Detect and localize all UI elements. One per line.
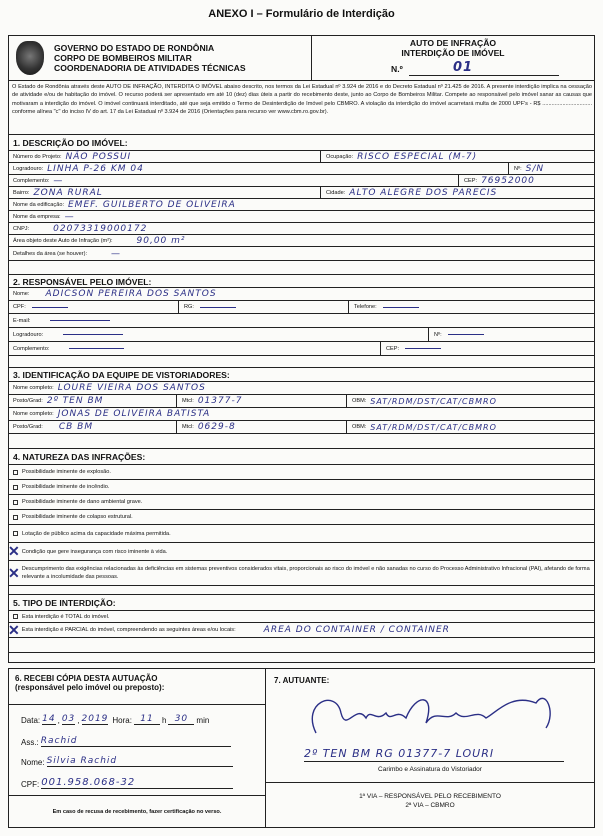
field-label: Posto/Grad: <box>13 424 43 430</box>
field-label: Ass.: <box>21 738 39 747</box>
date-year: 2019 <box>81 714 109 724</box>
org-line: COORDENADORIA DE ATIVIDADES TÉCNICAS <box>54 63 246 73</box>
field-label: Nome completo: <box>13 385 54 391</box>
receipt-box: 6. RECEBI CÓPIA DESTA AUTUAÇÃO (responsável pelo imóvel ou preposto): Data: 14 , 03 , 2019 Hora: 11 h 30 min Ass.: Rachid Nome: Silvia Rachid CPF: 001.958.068-32 Em caso de recusa de recebimento, fazer certificação no verso. <box>8 668 266 828</box>
checkbox[interactable] <box>13 485 18 490</box>
signature-value: Rachid <box>41 736 231 747</box>
field-label: Nome da edificação: <box>13 201 64 208</box>
number-label: N.º <box>391 64 403 74</box>
vistoriador-2-nome: JONAS DE OLIVEIRA BATISTA <box>57 409 211 419</box>
edificacao-value: EMEF. GUILBERTO DE OLIVEIRA <box>68 199 236 210</box>
signature-scribble <box>296 683 586 743</box>
section-1-heading: 1. DESCRIÇÃO DO IMÓVEL: <box>8 134 595 151</box>
field-label: Nome completo: <box>13 411 54 417</box>
vistoriador-1-obm: SAT/RDM/DST/CAT/CBMRO <box>370 396 497 406</box>
doc-title: AUTO DE INFRAÇÃO <box>409 38 497 48</box>
field-label: Complemento: <box>13 345 50 352</box>
minute-value: 30 <box>168 714 194 725</box>
section-2-heading: 2. RESPONSÁVEL PELO IMÓVEL: <box>8 274 595 288</box>
section-4-heading: 4. NATUREZA DAS INFRAÇÕES: <box>8 448 595 465</box>
infraction-label: Condição que gere insegurança com risco iminente à vida. <box>21 548 168 555</box>
cep-value: 76952000 <box>481 175 535 186</box>
checkbox[interactable] <box>13 470 18 475</box>
date-day: 14 <box>42 714 56 724</box>
infraction-label: Lotação de público acima da capacidade máxima permitida. <box>22 530 171 537</box>
field-label: Complemento: <box>13 177 50 184</box>
ocupacao-value: RISCO ESPECIAL (M-7) <box>357 151 478 162</box>
empresa-value: — <box>64 211 75 222</box>
vistoriador-2-obm: SAT/RDM/DST/CAT/CBMRO <box>370 422 497 432</box>
vistoriador-1-nome: LOURE VIEIRA DOS SANTOS <box>57 383 206 393</box>
field-label: Área objeto deste Auto de Infração (m²): <box>13 237 113 244</box>
coat-of-arms-icon <box>16 41 44 75</box>
receiver-cpf-value: 001.958.068-32 <box>41 777 233 789</box>
section-6-subheading: (responsável pelo imóvel ou preposto): <box>15 683 165 692</box>
field-label: Cidade: <box>326 189 346 196</box>
section-5-heading: 5. TIPO DE INTERDIÇÃO: <box>8 594 595 611</box>
logradouro-value: LINHA P-26 KM 04 <box>47 163 144 174</box>
infraction-label: Descumprimento das exigências relacionadas às deficiências em sistemas preventivos considerados vitais, proporcionais ao risco do imóvel e não sanadas no curso do Processo Administrativo Infracional (PAI), afetando de forma relevante a incolumidade das pessoas. <box>21 566 590 580</box>
bairro-value: ZONA RURAL <box>33 187 103 198</box>
field-label: Hora: <box>112 716 132 725</box>
cnpj-value: 02073319000172 <box>53 223 148 234</box>
intro-text: O Estado de Rondônia através deste AUTO DE INFRAÇÃO, INTERDITA O IMÓVEL abaixo descrito, nos termos da Lei Estadual nº 3.924 de 2016 e do Decreto Estadual nº 21.425 de 2016. A presente interdição implica na cessação de atividade e/ou de habitação do imóvel. O recurso poderá ser apresentado em até 10 (dez) dias úteis a partir do recebimento deste, junto ao Corpo de Bombeiros Militar. Compete ao responsável pelo imóvel sanar as causas que motivaram a interdição do imóvel. O imóvel continuará interditado, até que seja emitido o Termo de Desinterdição de Imóvel pelo CBMRO. A violação da interdição do imóvel acarretará multa de 2000 UPF's - R$ ................................ conforme alínea "c" do inciso IV do art. 17 da Lei Estadual nº 3.924 de 2016 (Orientações para recurso ver www.cbm.ro.gov.br). <box>12 84 592 116</box>
form-header <box>8 35 595 81</box>
field-label: Nome: <box>13 291 30 297</box>
section-3-heading: 3. IDENTIFICAÇÃO DA EQUIPE DE VISTORIADORES: <box>8 368 595 382</box>
vistoriador-1-posto: 2º TEN BM <box>46 396 104 406</box>
hour-value: 11 <box>134 714 160 725</box>
org-line: GOVERNO DO ESTADO DE RONDÔNIA <box>54 43 215 53</box>
numero-projeto-value: NÃO POSSUI <box>65 151 132 162</box>
interdiction-total-label: Esta interdição é TOTAL do imóvel. <box>22 613 110 620</box>
interdiction-areas-value: AREA DO CONTAINER / CONTAINER <box>263 625 450 635</box>
infraction-label: Possibilidade iminente de incêndio. <box>22 484 110 490</box>
via-2: 2ª VIA – CBMRO <box>405 802 455 809</box>
field-label: CNPJ: <box>13 225 30 232</box>
field-label: CEP: <box>386 345 400 352</box>
field-label: RG: <box>184 304 194 310</box>
infraction-label: Possibilidade iminente de explosão. <box>22 469 111 475</box>
field-label: min <box>196 716 210 725</box>
field-label: Posto/Grad: <box>13 398 43 404</box>
form-title: ANEXO I – Formulário de Interdição <box>208 8 395 20</box>
field-label: Logradouro: <box>13 165 44 172</box>
receiver-name-value: Silvia Rachid <box>47 756 233 767</box>
checked-x-mark-icon[interactable]: ✕ <box>8 565 20 581</box>
field-label: Logradouro: <box>13 331 44 338</box>
field-label: OBM: <box>352 398 367 404</box>
refusal-note: Em caso de recusa de recebimento, fazer certificação no verso. <box>52 809 222 815</box>
checkbox[interactable] <box>13 500 18 505</box>
field-label: Nº: <box>514 165 522 172</box>
field-label: Bairro: <box>13 189 30 196</box>
field-label: CEP: <box>464 177 478 184</box>
interdiction-parcial-label: Esta interdição é PARCIAL do imóvel, compreendendo as seguintes áreas e/ou locais: <box>21 627 236 633</box>
checkbox[interactable] <box>13 531 18 536</box>
autuante-box <box>265 668 595 828</box>
checkbox[interactable] <box>13 515 18 520</box>
field-label: CPF: <box>13 304 26 310</box>
numero-value: S/N <box>525 163 545 174</box>
section-7-heading: 7. AUTUANTE: <box>274 676 330 685</box>
field-label: OBM: <box>352 424 367 430</box>
area-value: 90,00 m² <box>136 235 186 246</box>
vistoriador-2-posto: CB BM <box>58 422 94 432</box>
number-value: 01 <box>453 60 474 75</box>
date-month: 03 <box>61 714 76 724</box>
infraction-label: Possibilidade iminente de dano ambiental grave. <box>22 499 143 505</box>
field-label: Ocupação: <box>326 153 354 160</box>
vistoriador-2-mtcl: 0629-8 <box>197 422 236 432</box>
via-1: 1ª VIA – RESPONSÁVEL PELO RECEBIMENTO <box>359 793 501 800</box>
field-label: Nº: <box>434 331 442 338</box>
field-label: Mtcl: <box>182 424 194 430</box>
field-label: Nome da empresa: <box>13 213 61 220</box>
vistoriador-1-mtcl: 01377-7 <box>197 396 243 406</box>
field-label: Data: <box>21 716 41 725</box>
field-label: E-mail: <box>13 317 31 324</box>
infraction-label: Possibilidade iminente de colapso estrutural. <box>22 514 133 520</box>
complemento-value: — <box>53 175 64 186</box>
org-line: CORPO DE BOMBEIROS MILITAR <box>54 53 192 63</box>
doc-subtitle: INTERDIÇÃO DE IMÓVEL <box>401 48 505 58</box>
responsavel-nome-value: ADICSON PEREIRA DOS SANTOS <box>45 289 217 299</box>
stamp-value: 2º TEN BM RG 01377-7 LOURI <box>304 747 564 762</box>
field-label: Telefone: <box>354 304 377 310</box>
checked-x-mark-icon[interactable]: ✕ <box>8 621 20 638</box>
stamp-caption: Carimbo e Assinatura do Vistoriador <box>378 766 482 773</box>
field-label: CPF: <box>21 780 40 789</box>
cidade-value: ALTO ALEGRE DOS PARECIS <box>349 187 498 198</box>
field-label: Mtcl: <box>182 398 194 404</box>
checkbox[interactable] <box>13 614 18 619</box>
field-label: Nome: <box>21 758 45 767</box>
field-label: Número do Projeto: <box>13 153 62 160</box>
checked-x-mark-icon[interactable]: ✕ <box>8 543 20 559</box>
section-6-heading: 6. RECEBI CÓPIA DESTA AUTUAÇÃO <box>15 674 158 683</box>
field-label: h <box>161 716 167 725</box>
field-label: Detalhes da área (se houver): <box>13 250 88 257</box>
detalhes-value: — <box>111 248 122 259</box>
